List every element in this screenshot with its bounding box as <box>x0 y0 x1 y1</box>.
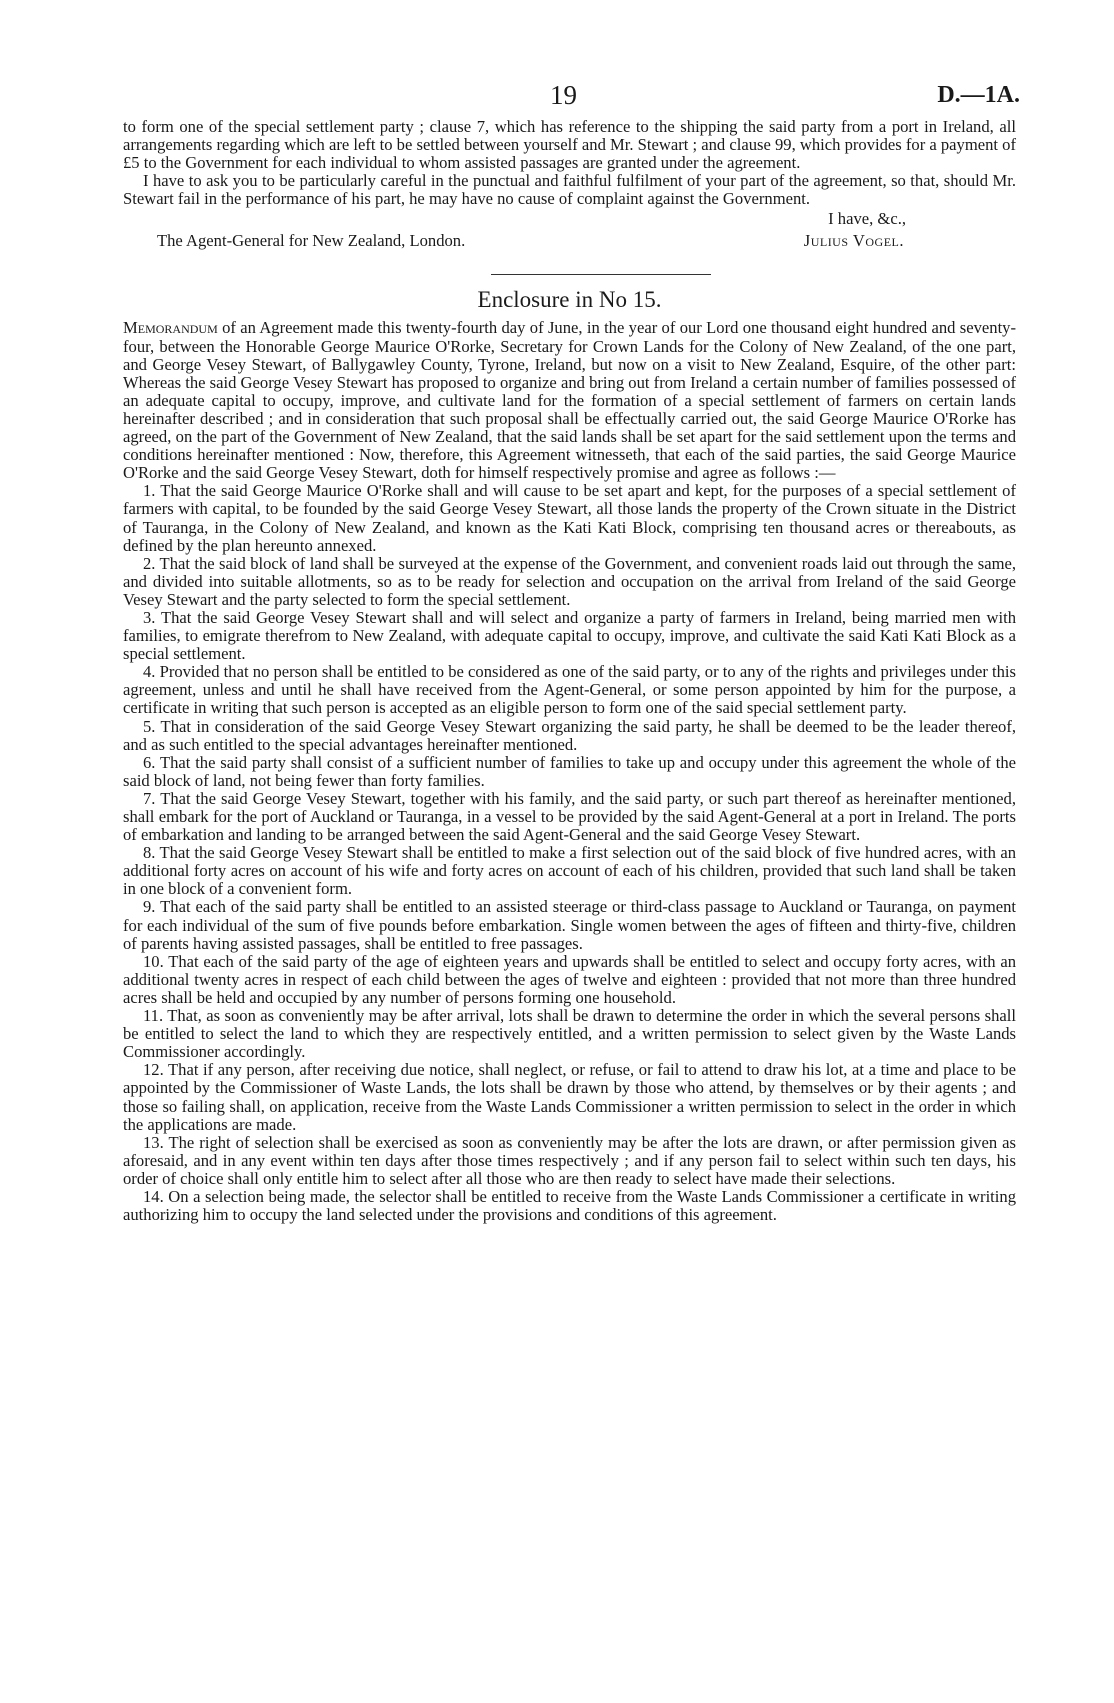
clause-9: 9. That each of the said party shall be entitled to an assisted steerage or third-class passage to Auckland or Tauranga, on payment for each individual of the sum of five pounds before embarkation. Single women between the ages of fifteen and thirty-five, children of parents having assisted passages, shall be entitled to free passages. <box>123 897 1016 953</box>
document-reference: D.—1A. <box>937 82 1020 108</box>
clause-6: 6. That the said party shall consist of a sufficient number of families to take up and occupy under this agreement the whole of the said block of land, not being fewer than forty families. <box>123 752 1016 790</box>
clause-8: 8. That the said George Vesey Stewart shall be entitled to make a first selection out of the said block of five hundred acres, with an additional forty acres on account of his wife and forty acres on account of each of his children, provided that such land shall be taken in one block of a convenient form. <box>123 843 1016 899</box>
clause-4: 4. Provided that no person shall be entitled to be considered as one of the said party, or to any of the rights and privileges under this agreement, unless and until he shall have received from the Agent-General, or some person appointed by him for the purpose, a certificate in writing that such person is accepted as an eligible person to form one of the said special settlement party. <box>123 662 1016 718</box>
document-body <box>123 118 1016 1224</box>
memorandum-lead: Memorandum <box>123 318 218 338</box>
memorandum-text: of an Agreement made this twenty-fourth day of June, in the year of our Lord one thousand eight hundred and seventy-four, between the Honorable George Maurice O'Rorke, Secretary for Crown Lands for the Colony of New Zealand, of the one part, and George Vesey Stewart, of Ballygawley County, Tyrone, Ireland, but now on a visit to New Zealand, Esquire, of the other part: Whereas the said George Vesey Stewart has proposed to organize and bring out from Ireland a certain number of families possessed of an adequate capital to occupy, improve, and cultivate land for the formation of a special settlement of farmers on certain lands hereinafter described ; and in consideration that such proposal shall be effectually carried out, the said George Maurice O'Rorke has agreed, on the part of the Government of New Zealand, that the said lands shall be set apart for the said settlement upon the terms and conditions hereinafter mentioned : Now, therefore, this Agreement witnesseth, that each of the said parties, the said George Maurice O'Rorke and the said George Vesey Stewart, doth for himself respectively promise and agree as follows :— <box>123 318 1016 483</box>
clause-5: 5. That in consideration of the said George Vesey Stewart organizing the said party, he shall be deemed to be the leader thereof, and as such entitled to the special advantages hereinafter mentioned. <box>123 716 1016 754</box>
clause-12: 12. That if any person, after receiving due notice, shall neglect, or refuse, or fail to attend to draw his lot, at a time and place to be appointed by the Commissioner of Waste Lands, the lots shall be drawn by those who attend, by themselves or by their agents ; and those so failing shall, on application, receive from the Waste Lands Commissioner a written permission to select in the order in which the applications are made. <box>123 1060 1016 1134</box>
intro-paragraph: I have to ask you to be particularly careful in the punctual and faithful fulfilment of your part of the agreement, so that, should Mr. Stewart fail in the performance of his part, he may have no cause of complaint against the Government. <box>123 171 1016 209</box>
memorandum-paragraph <box>123 319 1016 482</box>
clause-14: 14. On a selection being made, the selector shall be entitled to receive from the Waste Lands Commissioner a certificate in writing authorizing him to occupy the land selected under the provisions and conditions of this agreement. <box>123 1186 1016 1225</box>
signature-name: Julius Vogel. <box>803 231 904 251</box>
enclosure-heading: Enclosure in No 15. <box>477 287 662 313</box>
clause-1: 1. That the said George Maurice O'Rorke shall and will cause to be set apart and kept, for the purposes of a special settlement of farmers with capital, to be founded by the said George Vesey Stewart, all those lands the property of the Crown situate in the District of Tauranga, in the Colony of New Zealand, and known as the Kati Kati Block, comprising ten thousand acres or thereabouts, as defined by the plan hereunto annexed. <box>123 481 1016 555</box>
clause-13: 13. The right of selection shall be exercised as soon as conveniently may be after the lots are drawn, or after permission given as aforesaid, and in any event within ten days after those times respectively ; and if any person fail to select within such ten days, his order of choice shall only entitle him to select after all those who are then ready to select have made their selections. <box>123 1132 1016 1188</box>
page-header <box>120 80 1020 116</box>
letter-closing <box>123 210 1016 254</box>
closing-salutation: I have, &c., <box>828 209 906 229</box>
intro-paragraph: to form one of the special settlement party ; clause 7, which has reference to the shipping the said party from a port in Ireland, all arrangements regarding which are left to be settled between yourself and Mr. Stewart ; and clause 99, which provides for a payment of £5 to the Government for each individual to whom assisted passages are granted under the agreement. <box>123 117 1016 173</box>
page-number: 19 <box>550 80 577 110</box>
clause-2: 2. That the said block of land shall be surveyed at the expense of the Government, and convenient roads laid out through the same, and divided into suitable allotments, so as to be ready for selection and occupation on the arrival from Ireland of the said George Vesey Stewart and the party selected to form the special settlement. <box>123 553 1016 609</box>
clause-7: 7. That the said George Vesey Stewart, together with his family, and the said party, or such part thereof as hereinafter mentioned, shall embark for the port of Auckland or Tauranga, in a vessel to be provided by the said Agent-General at a port in Ireland. The ports of embarkation and landing to be arranged between the said Agent-General and the said George Vesey Stewart. <box>123 788 1016 845</box>
section-divider <box>491 274 711 275</box>
addressee: The Agent-General for New Zealand, London. <box>157 231 466 251</box>
clause-10: 10. That each of the said party of the age of eighteen years and upwards shall be entitled to select and occupy forty acres, with an additional twenty acres in respect of each child between the ages of twelve and eighteen : provided that not more than three hundred acres shall be held and occupied by any number of persons forming one household. <box>123 951 1016 1007</box>
clause-3: 3. That the said George Vesey Stewart shall and will select and organize a party of farmers in Ireland, being married men with families, to emigrate therefrom to New Zealand, with adequate capital to occupy, improve, and cultivate the said Kati Kati Block as a special settlement. <box>123 607 1016 664</box>
clause-11: 11. That, as soon as conveniently may be after arrival, lots shall be drawn to determine the order in which the several persons shall be entitled to select the land to which they are respectively entitled, and a written permission to select given by the Waste Lands Commissioner accordingly. <box>123 1006 1016 1062</box>
